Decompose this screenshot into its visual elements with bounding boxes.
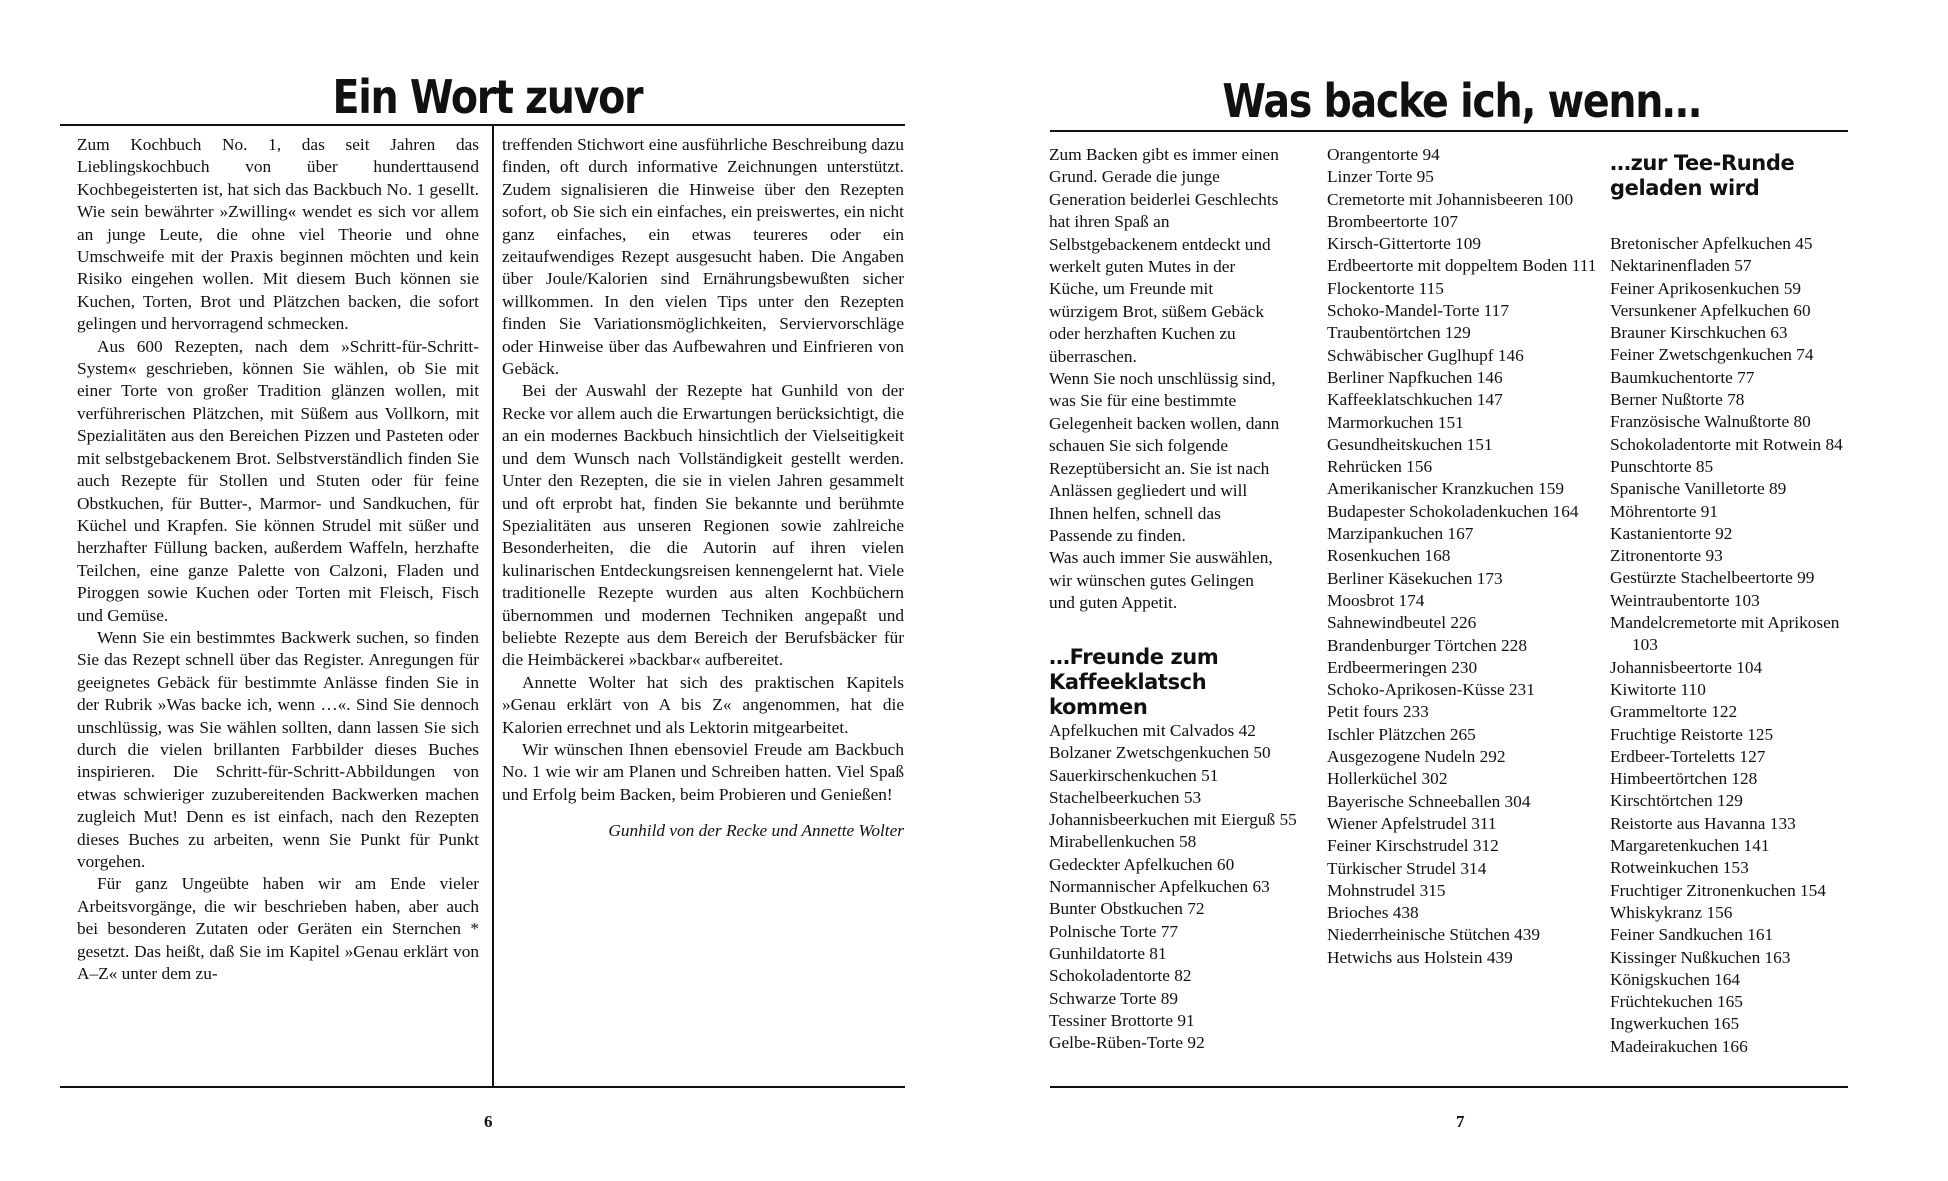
list-item: Brandenburger Törtchen 228: [1327, 635, 1527, 655]
list-item: Nektarinenfladen 57: [1610, 256, 1752, 276]
list-item: Amerikanischer Kranzkuchen 159: [1327, 479, 1565, 499]
list-item: Johannisbeerkuchen mit Eierguß 55: [1049, 810, 1297, 830]
list-item: Orangentorte 94: [1327, 145, 1440, 164]
list-item: Gesundheitskuchen 151: [1327, 434, 1493, 454]
list-item: Rosenkuchen 168: [1327, 546, 1451, 566]
list-item: Kaffeeklatschkuchen 147: [1327, 390, 1503, 410]
list-item: Kirschtörtchen 129: [1610, 791, 1743, 811]
list-item: Gelbe-Rüben-Torte 92: [1049, 1033, 1205, 1053]
signature: Gunhild von der Recke und Annette Wolter: [608, 821, 904, 841]
list-item: Brioches 438: [1327, 903, 1419, 923]
paragraph: Bei der Auswahl der Rezepte hat Gunhild von der Recke vor allem auch die Erwartungen berücksichtigt, die an ein modernes Backbuch hinsichtlich der Vielseitigkeit und dem Wunsch nach Vollständigkeit gestellt werden. Unter den Rezepten, die sie in vielen Jahren gesammelt und oft erprobt hat, finden Sie bekannte und berühmte Spezialitäten aus unseren Regionen sowie zahlreiche Besonderheiten, die die Autorin auf ihren vielen kulinarischen Entdeckungsreisen kennengelernt hat. Viele traditionelle Rezepte wurden aus alten Kochbüchern übernommen und modernen Techniken angepaßt und beliebte Rezepte aus dem Bereich der Berufsbäcker für die Heimbäckerei »backbar« aufbereitet.: [502, 381, 904, 670]
right-page-title: Was backe ich, wenn…: [1222, 74, 1701, 128]
list-item: Normannischer Apfelkuchen 63: [1049, 877, 1270, 897]
paragraph: Was auch immer Sie auswählen, wir wünschen gutes Gelingen und guten Appetit.: [1049, 548, 1273, 613]
list-item: Schoko-Mandel-Torte 117: [1327, 301, 1509, 321]
list-item: Berner Nußtorte 78: [1610, 390, 1745, 410]
list-item: Schokoladentorte 82: [1049, 966, 1192, 986]
list-item: Feiner Aprikosenkuchen 59: [1610, 278, 1802, 298]
list-item: Schoko-Aprikosen-Küsse 231: [1327, 680, 1535, 700]
list-item: Mandelcremetorte mit Aprikosen 103: [1610, 613, 1840, 655]
intro-text: [1049, 144, 1281, 615]
list-item: Rehrücken 156: [1327, 457, 1433, 477]
list-item: Bretonischer Apfelkuchen 45: [1610, 234, 1813, 253]
list-item: Flockentorte 115: [1327, 278, 1444, 298]
list-item: Brauner Kirschkuchen 63: [1610, 323, 1788, 343]
list-item: Bunter Obstkuchen 72: [1049, 899, 1205, 919]
list-item: Margaretenkuchen 141: [1610, 836, 1770, 856]
kaffee-list-col2: [1327, 144, 1602, 969]
list-item: Schwäbischer Guglhupf 146: [1327, 345, 1524, 365]
list-item: Sahnewindbeutel 226: [1327, 613, 1477, 633]
list-item: Johannisbeertorte 104: [1610, 657, 1763, 677]
list-item: Erdbeermeringen 230: [1327, 657, 1478, 677]
section-heading-tee: …zur Tee-Runde geladen wird: [1610, 151, 1795, 200]
paragraph: Zum Backen gibt es immer einen Grund. Gerade die junge Generation beiderlei Geschlechts hat ihren Spaß an Selbstgebackenem entdeckt und werkelt guten Mutes in der Küche, um Freunde mit würzigem Brot, süßem Gebäck oder herzhaften Kuchen zu überraschen.: [1049, 145, 1279, 366]
right-bottom-rule: [1050, 1086, 1848, 1088]
paragraph: treffenden Stichwort eine ausführliche Beschreibung dazu finden, oft durch informative Zeichnungen unterstützt. Zudem signalisieren die Hinweise über den Rezepten sofort, ob Sie sich ein einfaches, ein preiswertes, ein nicht ganz einfaches, ein etwas teureres oder ein zeitaufwendiges Rezept ausgesucht haben. Die Angaben über Joule/Kalorien sind Ernährungsbewußten sicher willkommen. In den vielen Tips unter den Rezepten finden Sie Variationsmöglichkeiten, Serviervorschläge oder Hinweise über das Aufbewahren und Einfrieren von Gebäck.: [502, 135, 904, 379]
list-item: Gunhildatorte 81: [1049, 943, 1167, 963]
list-item: Rotweinkuchen 153: [1610, 858, 1749, 878]
section-heading-kaffee: …Freunde zum Kaffeeklatsch kommen: [1049, 645, 1219, 719]
paragraph: Wenn Sie noch unschlüssig sind, was Sie für eine bestimmte Gelegenheit backen wollen, dann schauen Sie sich folgende Rezeptübersicht an. Sie ist nach Anlässen gegliedert und will Ihnen helfen, schnell das Passende zu finden.: [1049, 369, 1280, 545]
list-item: Ingwerkuchen 165: [1610, 1014, 1740, 1034]
list-item: Traubentörtchen 129: [1327, 323, 1471, 343]
list-item: Ausgezogene Nudeln 292: [1327, 747, 1506, 767]
list-item: Himbeertörtchen 128: [1610, 769, 1758, 789]
list-item: Marmorkuchen 151: [1327, 412, 1464, 432]
list-item: Bolzaner Zwetschgenkuchen 50: [1049, 743, 1271, 763]
list-item: Feiner Zwetschgenkuchen 74: [1610, 345, 1814, 365]
list-item: Berliner Käsekuchen 173: [1327, 568, 1503, 588]
list-item: Marzipankuchen 167: [1327, 524, 1474, 544]
right-title-rule: [1050, 130, 1848, 132]
paragraph: Aus 600 Rezepten, nach dem »Schritt-für-Schritt-System« geschrieben, können Sie wählen, ob Sie mit einer Torte von großer Tradition glänzen wollen, mit verführerischen Plätzchen, mit Süßem aus Vollkorn, mit Spezialitäten aus den Bereichen Pizzen und Pasteten oder mit selbstgebackenem Brot. Selbstverständlich finden Sie auch Rezepte für Stollen und Stuten oder für feine Obstkuchen, für Butter-, Marmor- und Sandkuchen, für Küchel und Krapfen. Sie können Strudel mit süßer und herzhafter Füllung backen, außerdem Waffeln, herzhafte Teilchen, eine ganze Palette von Calzoni, Fladen und Piroggen sowie Kuchen oder Torten mit Fleisch, Fisch und Gemüse.: [77, 336, 479, 625]
list-item: Brombeertorte 107: [1327, 211, 1459, 231]
list-item: Früchtekuchen 165: [1610, 992, 1743, 1012]
left-bottom-rule: [60, 1086, 905, 1088]
list-item: Kirsch-Gittertorte 109: [1327, 234, 1482, 254]
list-item: Reistorte aus Havanna 133: [1610, 813, 1796, 833]
list-item: Kissinger Nußkuchen 163: [1610, 947, 1791, 967]
paragraph: Für ganz Ungeübte haben wir am Ende vieler Arbeitsvorgänge, die wir beschrieben haben, aber auch bei besonderen Zutaten oder Geräten ein Sternchen * gesetzt. Das heißt, daß Sie im Kapitel »Genau erklärt von A–Z« unter dem zu-: [77, 874, 479, 984]
list-item: Madeirakuchen 166: [1610, 1036, 1748, 1056]
list-item: Petit fours 233: [1327, 702, 1429, 722]
list-item: Möhrentorte 91: [1610, 501, 1718, 521]
list-item: Fruchtiger Zitronenkuchen 154: [1610, 880, 1826, 900]
list-item: Apfelkuchen mit Calvados 42: [1049, 721, 1256, 740]
list-item: Erdbeer-Torteletts 127: [1610, 746, 1766, 766]
list-item: Moosbrot 174: [1327, 590, 1425, 610]
page-number-left: 6: [484, 1112, 493, 1131]
list-item: Gestürzte Stachelbeertorte 99: [1610, 568, 1815, 588]
list-item: Grammeltorte 122: [1610, 702, 1738, 722]
list-item: Türkischer Strudel 314: [1327, 858, 1487, 878]
list-item: Kiwitorte 110: [1610, 679, 1706, 699]
list-item: Kastanientorte 92: [1610, 523, 1733, 543]
list-item: Wiener Apfelstrudel 311: [1327, 813, 1497, 833]
list-item: Mohnstrudel 315: [1327, 880, 1446, 900]
tee-list: [1610, 233, 1862, 1058]
kaffee-list-col1: [1049, 720, 1319, 1054]
list-item: Zitronentorte 93: [1610, 546, 1723, 566]
list-item: Budapester Schokoladenkuchen 164: [1327, 501, 1579, 521]
paragraph: Zum Kochbuch No. 1, das seit Jahren das Lieblingskochbuch von über hunderttausend Kochbegeisterten ist, hat sich das Backbuch No. 1 gesellt. Wie sein bewährter »Zwilling« wendet es sich vor allem an junge Leute, die ohne viel Theorie und ohne Umschweife mit der Praxis beginnen möchten und kein Risiko eingehen wollen. Mit diesem Buch können sie Kuchen, Torten, Brot und Plätzchen backen, die sofort gelingen und hervorragend schmecken.: [77, 135, 479, 334]
left-title-rule: [60, 124, 905, 126]
left-column-1: [77, 134, 479, 985]
list-item: Fruchtige Reistorte 125: [1610, 724, 1774, 744]
list-item: Berliner Napfkuchen 146: [1327, 367, 1503, 387]
list-item: Cremetorte mit Johannisbeeren 100: [1327, 189, 1574, 209]
list-item: Sauerkirschenkuchen 51: [1049, 765, 1219, 785]
list-item: Schwarze Torte 89: [1049, 988, 1178, 1008]
right-page: [974, 0, 1948, 1181]
list-item: Spanische Vanilletorte 89: [1610, 479, 1787, 499]
paragraph: Wir wünschen Ihnen ebensoviel Freude am Backbuch No. 1 wie wir am Planen und Schreiben hatten. Viel Spaß und Erfolg beim Backen, beim Probieren und Genießen!: [502, 739, 904, 804]
left-page-title: Ein Wort zuvor: [332, 70, 643, 124]
list-item: Polnische Torte 77: [1049, 921, 1179, 941]
list-item: Hollerküchel 302: [1327, 769, 1448, 789]
list-item: Mirabellenkuchen 58: [1049, 832, 1197, 852]
list-item: Ischler Plätzchen 265: [1327, 724, 1476, 744]
paragraph: Wenn Sie ein bestimmtes Backwerk suchen, so finden Sie das Rezept schnell über das Register. Anregungen für geeignetes Gebäck für bestimmte Anlässe finden Sie in der Rubrik »Was backe ich, wenn …«. Sind Sie dennoch unschlüssig, was Sie wählen sollten, dann lassen Sie sich durch die vielen brillanten Farbbilder dieses Buches inspirieren. Die Schritt-für-Schritt-Abbildungen von etwas schwieriger zuzubereitenden Backwerken machen zugleich Mut! Denn es ist einfach, nach den Rezepten dieses Buches zu arbeiten, wenn Sie Punkt für Punkt vorgehen.: [77, 627, 479, 871]
list-item: Niederrheinische Stütchen 439: [1327, 925, 1541, 945]
left-column-divider: [492, 124, 494, 1087]
list-item: Gedeckter Apfelkuchen 60: [1049, 854, 1235, 874]
list-item: Whiskykranz 156: [1610, 902, 1733, 922]
list-item: Stachelbeerkuchen 53: [1049, 787, 1202, 807]
list-item: Französische Walnußtorte 80: [1610, 412, 1811, 432]
paragraph: Annette Wolter hat sich des praktischen Kapitels »Genau erklärt von A bis Z« angenommen, hat die Kalorien errechnet und als Lektorin mitgearbeitet.: [502, 672, 904, 737]
list-item: Schokoladentorte mit Rotwein 84: [1610, 434, 1843, 454]
list-item: Punschtorte 85: [1610, 456, 1714, 476]
list-item: Erdbeertorte mit doppeltem Boden 111: [1327, 256, 1597, 276]
list-item: Königskuchen 164: [1610, 969, 1741, 989]
list-item: Tessiner Brottorte 91: [1049, 1010, 1195, 1030]
list-item: Versunkener Apfelkuchen 60: [1610, 300, 1811, 320]
list-item: Bayerische Schneeballen 304: [1327, 791, 1531, 811]
list-item: Hetwichs aus Holstein 439: [1327, 947, 1513, 967]
list-item: Baumkuchentorte 77: [1610, 367, 1755, 387]
list-item: Linzer Torte 95: [1327, 167, 1434, 187]
list-item: Weintraubentorte 103: [1610, 590, 1760, 610]
left-column-2: [502, 134, 904, 843]
list-item: Feiner Kirschstrudel 312: [1327, 836, 1499, 856]
list-item: Feiner Sandkuchen 161: [1610, 925, 1774, 945]
page-number-right: 7: [1456, 1112, 1465, 1131]
